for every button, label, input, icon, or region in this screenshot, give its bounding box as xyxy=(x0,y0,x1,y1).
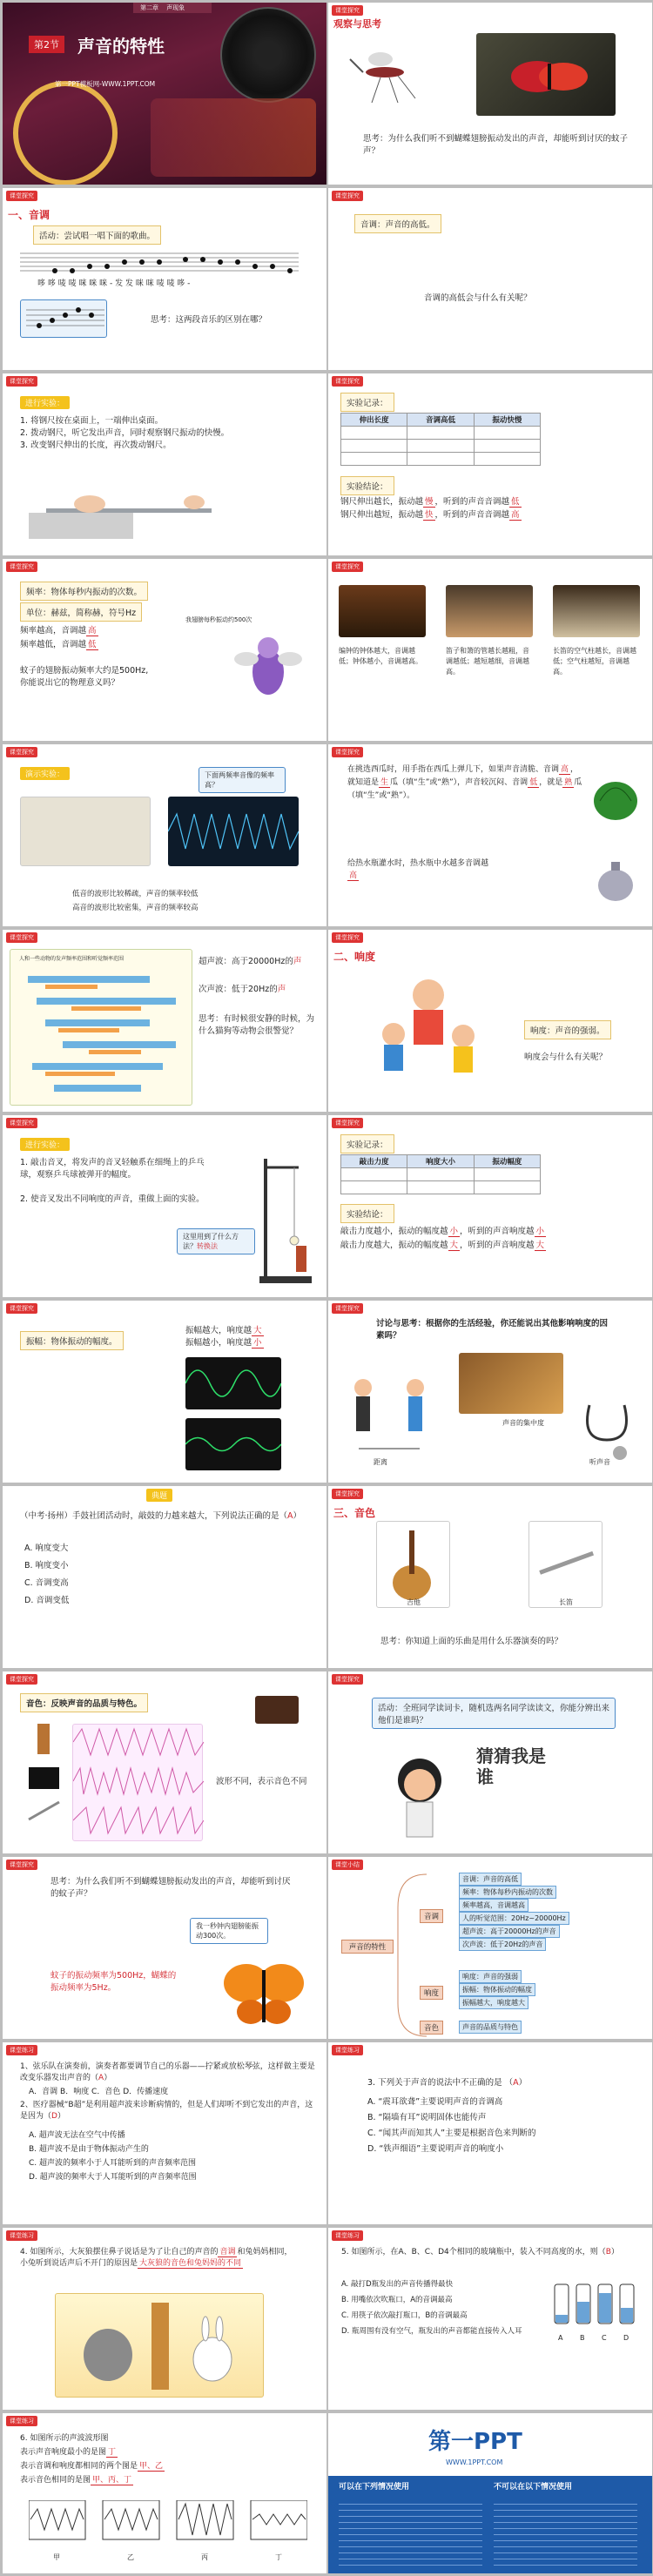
slide-pitch-activity xyxy=(3,188,326,370)
wolf-rabbit-icon xyxy=(56,2294,265,2398)
ex2-option-d: D. 超声波的频率大于人耳能听到的声音频率范围 xyxy=(29,2173,197,2182)
ruler-table-illustration xyxy=(29,469,220,548)
label-distance: 距离 xyxy=(374,1458,387,1466)
fork-step-2: 2. 使音叉发出不同响度的声音，重做上面的实验。 xyxy=(20,1194,205,1204)
slide-guess-who xyxy=(328,1671,652,1853)
slide-exercise-3 xyxy=(328,2042,652,2224)
branch-pitch: 音调 xyxy=(420,1909,443,1923)
label-horn: 声音的集中度 xyxy=(502,1419,544,1427)
slide-ruler-exp xyxy=(3,373,326,555)
waveform-small xyxy=(185,1418,281,1470)
slide-exercise-4 xyxy=(3,2228,326,2410)
two-people-icon xyxy=(341,1366,437,1462)
large-wave-icon xyxy=(185,1357,281,1409)
activity-box: 活动：尝试唱一唱下面的歌曲。 xyxy=(33,225,161,245)
col-pitch: 音调高低 xyxy=(407,414,474,427)
animal-question: 思考：有时候很安静的时候，为什么猫狗等动物会很警觉？ xyxy=(199,1014,315,1036)
amp-large: 振幅越大，响度越 大 xyxy=(185,1326,262,1335)
ex5-option-d: D. 瓶周围有没有空气，瓶发出的声音都能直接传入人耳 xyxy=(341,2327,522,2336)
exercise-6: 6. 如图所示的声波波形图 xyxy=(20,2434,109,2443)
butterfly-photo xyxy=(476,33,616,116)
ex6-line-3: 表示音色相同的是图 甲、丙、丁 xyxy=(20,2476,132,2485)
amplitude-def: 振幅：物体振动的幅度。 xyxy=(20,1331,124,1350)
exercise-2: 2、医疗器械“B超”是利用超声波来诊断病情的，但是人们却听不到它发出的声音，这是因为（D） xyxy=(20,2101,313,2121)
cartoon-girl-icon xyxy=(389,1750,450,1846)
watermelon-icon xyxy=(589,766,642,827)
option-c: C. 音调变高 xyxy=(24,1578,69,1588)
music-notes-icon xyxy=(26,303,104,334)
slide-tag: 课堂练习 xyxy=(332,2230,363,2241)
slide-exercise-6 xyxy=(3,2413,326,2573)
flute-photo xyxy=(528,1521,603,1608)
pitch-def-box: 音调：声音的高低。 xyxy=(354,214,441,233)
ex5-option-b: B. 用嘴依次吹瓶口，A的音调最高 xyxy=(341,2296,453,2304)
butterfly-bubble: 我一秒钟内翅膀能振动300次。 xyxy=(190,1918,268,1944)
lyrics: 哆 哆 唛 唛 咪 咪 咪 - 发 发 咪 咪 唛 唛 哆 - xyxy=(37,279,191,288)
record-table xyxy=(340,1154,541,1194)
mosquito-question: 你能说出它的物理意义吗？ xyxy=(20,678,120,688)
slide-tag: 课堂探究 xyxy=(332,1303,363,1314)
slide-tag: 课堂探究 xyxy=(332,191,363,201)
stethoscope-icon xyxy=(572,1396,642,1466)
bottle-label-c: C xyxy=(602,2334,607,2342)
slide-typical-q xyxy=(3,1486,326,1668)
freq-low: 频率越低，音调越 低 xyxy=(20,640,97,649)
slide-hearing-range xyxy=(3,930,326,1112)
bottle-label-a: A xyxy=(558,2334,563,2342)
slide-tag: 课堂探究 xyxy=(332,376,363,387)
caption-guitar: 吉他 xyxy=(407,1598,421,1606)
slide-tag: 课堂探究 xyxy=(6,747,37,757)
mindmap-brace xyxy=(394,1873,428,2038)
ex6-line-2: 表示音调和响度都相同的两个图是 甲、乙 xyxy=(20,2462,164,2471)
conclusion-label: 实验结论： xyxy=(340,1204,394,1223)
record-label: 实验记录： xyxy=(340,393,394,412)
demo-label: 演示实验： xyxy=(20,767,70,780)
wave-caption-yi: 乙 xyxy=(127,2553,134,2561)
slide-demo xyxy=(3,744,326,926)
usage-right-lines xyxy=(494,2499,637,2568)
guitar-body-icon xyxy=(13,81,118,185)
mosquito-bubble: 我翅膀每秒振动约500次 xyxy=(185,616,252,623)
ex5-option-a: A. 敲打D瓶发出的声音传播得最快 xyxy=(341,2280,454,2289)
slide-tag: 课堂探究 xyxy=(6,1303,37,1314)
slide-tag: 课堂探究 xyxy=(332,1674,363,1685)
node-ultrasound: 超声波：高于20000Hz的声音 xyxy=(459,1925,560,1938)
slide-brand xyxy=(328,2413,652,2573)
slide-tag: 课堂探究 xyxy=(6,1674,37,1685)
slide-loudness-def xyxy=(328,930,652,1112)
caption-flute: 长笛 xyxy=(559,1598,573,1606)
branch-loudness: 响度 xyxy=(420,1986,443,2000)
freq-high: 频率越高，音调越 高 xyxy=(20,626,97,636)
slide-pitch-def xyxy=(328,188,652,370)
flute-player-photo xyxy=(446,585,533,637)
section-badge: 第2节 xyxy=(29,36,64,53)
range-bars xyxy=(10,950,193,1106)
ex3-option-c: C. “闻其声而知其人”主要是根据音色来判断的 xyxy=(367,2129,536,2138)
slide-instruments-pitch xyxy=(328,559,652,741)
timbre-note: 波形不同，表示音色不同 xyxy=(216,1777,307,1786)
typical-badge: 典题 xyxy=(146,1489,172,1502)
slide-timbre xyxy=(328,1486,652,1668)
hearing-range-chart xyxy=(10,949,192,1106)
col-loudness: 响度大小 xyxy=(407,1155,474,1168)
cartoon-mosquito-icon xyxy=(229,629,307,724)
branch-timbre: 音色 xyxy=(420,2021,443,2035)
section-title: 一、音调 xyxy=(8,209,50,221)
horn-photo xyxy=(459,1353,563,1414)
usage-left-lines xyxy=(339,2499,482,2568)
tv-icon xyxy=(255,1696,299,1724)
slide-exercise-1-2 xyxy=(3,2042,326,2224)
wave-caption-ding: 丁 xyxy=(275,2553,282,2561)
slide-ruler-record xyxy=(328,373,652,555)
unit-def: 单位：赫兹，简称赫，符号Hz xyxy=(20,602,142,622)
slide-tag: 课堂探究 xyxy=(332,1489,363,1499)
conclusion-2: 钢尺伸出越短，振动越 快 ，听到的声音音调越 高 xyxy=(340,510,520,520)
bottle-label-d: D xyxy=(623,2334,629,2342)
wave-desc-high: 高音的波形比较密集，声音的频率较高 xyxy=(72,904,199,912)
record-table xyxy=(340,413,541,466)
col-length: 伸出长度 xyxy=(341,414,407,427)
discussion-question: 讨论与思考：根据你的生活经验，你还能说出其他影响响度的因素吗？ xyxy=(376,1319,609,1341)
instruments-image xyxy=(151,98,316,177)
step-2: 2. 拨动钢尺，听它发出声音，同时观察钢尺振动的快慢。 xyxy=(20,428,230,438)
node-pitch-def: 音调：声音的高低 xyxy=(459,1873,522,1886)
fork-step-1: 1. 敲击音叉，将发声的音叉轻触系在细绳上的乒乓球，观察乒乓球被弹开的幅度。 xyxy=(20,1158,205,1180)
loudness-def-box: 响度：声音的强弱。 xyxy=(524,1020,611,1039)
music-staff-1 xyxy=(20,249,299,275)
caption-flute: 笛子和箫的管越长越粗，音调越低；越短越细，音调越高。 xyxy=(446,647,529,676)
slide-tag: 课堂探究 xyxy=(332,562,363,572)
long-flute-photo xyxy=(553,585,640,637)
bells-photo xyxy=(339,585,426,637)
exercise-1-options: A．音调 B．响度 C．音色 D．传播速度 xyxy=(29,2088,169,2096)
ex3-option-b: B. “隔墙有耳”说明固体也能传声 xyxy=(367,2113,487,2122)
wave-diagrams xyxy=(29,2500,307,2548)
activity-box: 活动：全班同学读词卡，随机选两名同学读读文，你能分辨出来他们是谁吗？ xyxy=(372,1698,616,1729)
guitar-photo xyxy=(376,1521,450,1608)
ultrasound: 超声波：高于20000Hz的声 xyxy=(199,957,302,966)
kettle-icon xyxy=(589,849,642,910)
section-title: 三、音色 xyxy=(333,1507,376,1519)
ex3-option-d: D. “铁声细语”主要说明声音的响度小 xyxy=(367,2144,504,2154)
slide-tag: 课堂探究 xyxy=(332,1118,363,1128)
slide-summary xyxy=(328,1857,652,2039)
slide-tag: 课堂练习 xyxy=(6,2045,37,2055)
node-timbre-def: 声音的品质与特色 xyxy=(459,2021,522,2034)
slide-tag: 课堂练习 xyxy=(6,2230,37,2241)
wave-caption-jia: 甲 xyxy=(53,2553,60,2561)
butterfly-icon xyxy=(476,33,616,116)
chapter-bar: 第二章 声现象 xyxy=(133,3,212,13)
conclusion-2: 敲击力度越大，振动的幅度越 大 ，听到的声音响度越 大 xyxy=(340,1241,545,1250)
slide-tuningfork-exp xyxy=(3,1115,326,1297)
option-b: B. 响度变小 xyxy=(24,1561,69,1570)
wave-desc-low: 低音的波形比较稀疏，声音的频率较低 xyxy=(72,890,199,898)
brand-logo: 第一PPT xyxy=(428,2429,522,2455)
typical-question: （中考·扬州）手鼓社团活动时，敲鼓的力越来越大，下列说法正确的是（A） xyxy=(20,1511,302,1521)
amp-small: 振幅越小，响度越 小 xyxy=(185,1338,262,1348)
ex2-option-b: B. 超声波不是由于物体振动产生的 xyxy=(29,2145,149,2154)
heading: 观察与思考 xyxy=(333,18,381,30)
music-staff-2 xyxy=(20,299,107,338)
exercise-3: 3. 下列关于声音的说法中不正确的是 （A） xyxy=(367,2078,528,2088)
caption-long-flute: 长笛的空气柱越长，音调越低；空气柱越短，音调越高。 xyxy=(553,647,636,676)
section-title: 二、响度 xyxy=(333,951,376,963)
guitar-icon xyxy=(377,1522,451,1609)
caption-bells: 编钟的钟体越大，音调越低；钟体越小，音调越高。 xyxy=(339,647,422,665)
exercise-5: 5. 如图所示，在A、B、C、D4个相同的玻璃瓶中，装入不同高度的水，则（B） xyxy=(341,2248,619,2257)
vinyl-record-icon xyxy=(220,7,316,103)
timbre-question: 思考：你知道上面的乐曲是用什么乐器演奏的吗？ xyxy=(380,1637,563,1646)
slide-exercise-5 xyxy=(328,2228,652,2410)
waveform-lines xyxy=(73,1725,204,1842)
node-freq-rule: 频率越高，音调越高 xyxy=(459,1899,528,1912)
slide-title-text: 声音的特性 xyxy=(77,36,165,57)
slide-butterfly-answer xyxy=(3,1857,326,2039)
wave-caption-bing: 丙 xyxy=(201,2553,208,2561)
mosquito-icon xyxy=(346,37,424,107)
ex3-option-a: A. “震耳欲聋”主要说明声音的音调高 xyxy=(367,2097,503,2107)
infrasound: 次声波：低于20Hz的声 xyxy=(199,985,286,994)
frequency-def: 频率：物体每秒内振动的次数。 xyxy=(20,582,148,601)
option-d: D. 音调变低 xyxy=(24,1596,70,1605)
slide-tag: 课堂探究 xyxy=(332,747,363,757)
butterfly-question: 思考：为什么我们听不到蝴蝶翅膀振动发出的声音，却能听到讨厌的蚊子声？ xyxy=(50,1877,291,1899)
conclusion-1: 钢尺伸出越长，振动越 慢 ，听到的声音音调越 低 xyxy=(340,497,520,507)
usage-right-heading: 不可以在以下情况使用 xyxy=(494,2483,573,2492)
node-freq-def: 频率：物体每秒内振动的次数 xyxy=(459,1886,556,1899)
slide-tag: 课堂探究 xyxy=(6,562,37,572)
ex6-line-1: 表示声音响度最小的是图 丁 xyxy=(20,2448,117,2457)
loudness-question: 响度会与什么有关呢？ xyxy=(524,1053,608,1062)
wolf-rabbit-cartoon xyxy=(55,2293,264,2398)
ex2-option-a: A. 超声波无法在空气中传播 xyxy=(29,2131,125,2140)
oscilloscope-screen xyxy=(168,797,299,866)
thermos-text: 给热水瓶灌水时，热水瓶中水越多音调越 高 xyxy=(347,859,489,880)
slide-tag: 课堂小结 xyxy=(332,1860,363,1870)
node-amplitude-def: 振幅：物体振动的幅度 xyxy=(459,1983,535,1996)
node-hearing-range: 人的听觉范围：20Hz~20000Hz xyxy=(459,1912,569,1925)
slide-loudness-record xyxy=(328,1115,652,1297)
exercise-4: 4. 如图所示，大灰狼摆住鼻子说话是为了让自己的声音的 音调 和兔妈妈相同，小兔听到说话声后不开门的原因是 大灰狼的音色和兔妈妈的不同 xyxy=(20,2248,293,2268)
brand-url: WWW.1PPT.COM xyxy=(446,2458,503,2466)
waveform-large xyxy=(185,1357,281,1409)
demo-bubble: 下面两频率音像的频率高？ xyxy=(199,767,286,793)
butterfly-answer: 蚊子的振动频率为500Hz，蝴蝶的振动频率为5Hz。 xyxy=(50,1971,177,1993)
family-cartoon-icon xyxy=(363,965,494,1078)
mindmap-root: 声音的特性 xyxy=(341,1940,394,1954)
slide-tag: 课堂探究 xyxy=(6,376,37,387)
ex2-option-c: C. 超声波的频率小于人耳能听到的声音频率范围 xyxy=(29,2159,197,2168)
slide-title xyxy=(3,3,326,185)
mosquito-freq: 蚊子的翅膀振动频率大约是500Hz, xyxy=(20,666,149,676)
record-label: 实验记录： xyxy=(340,1134,394,1153)
pitch-question: 音调的高低会与什么有关呢？ xyxy=(424,293,532,303)
brand-info-panel xyxy=(328,2476,652,2573)
small-wave-icon xyxy=(185,1418,281,1470)
slide-tag: 课堂探究 xyxy=(6,191,37,201)
guess-text: 猜猜我是谁 xyxy=(476,1745,546,1787)
orange-butterfly-icon xyxy=(220,1953,307,2031)
usage-left-heading: 可以在下列情况使用 xyxy=(339,2483,410,2492)
tuning-fork-stand-icon xyxy=(251,1150,320,1289)
chart-title: 人和一些动物的发声频率范围和听觉频率范围 xyxy=(19,956,125,962)
col-amplitude: 振动幅度 xyxy=(474,1155,540,1168)
label-stethoscope: 听声音 xyxy=(589,1458,610,1466)
experiment-label: 进行实验： xyxy=(20,396,70,409)
observe-question: 思考：为什么我们听不到蝴蝶翅膀振动发出的声音，却能听到讨厌的蚊子声？ xyxy=(363,134,629,156)
col-speed: 振动快慢 xyxy=(474,414,540,427)
option-a: A. 响度变大 xyxy=(24,1544,69,1553)
conclusion-label: 实验结论： xyxy=(340,476,394,495)
exercise-1: 1、弦乐队在演奏前，演奏者都要调节自己的乐器——拧紧或放松琴弦，这样做主要是改变乐器发出声音的（A） xyxy=(20,2062,315,2082)
slide-tag: 课堂探究 xyxy=(332,932,363,943)
node-amplitude-rule: 振幅越大，响度越大 xyxy=(459,1996,528,2009)
oscilloscope-device xyxy=(20,797,151,866)
step-3: 3. 改变钢尺伸出的长度，再次拨动钢尺。 xyxy=(20,441,172,450)
slide-amplitude xyxy=(3,1301,326,1483)
conclusion-1: 敲击力度越小，振动的幅度越 小 ，听到的声音响度越 小 xyxy=(340,1227,545,1236)
node-loudness-def: 响度：声音的强弱 xyxy=(459,1970,522,1983)
slide-watermelon xyxy=(328,744,652,926)
node-infrasound: 次声波：低于20Hz的声音 xyxy=(459,1938,546,1951)
slide-tag: 课堂探究 xyxy=(6,1860,37,1870)
think-question: 思考：这两段音乐的区别在哪？ xyxy=(151,315,267,325)
slide-tag: 课堂探究 xyxy=(332,5,363,16)
glass-bottles-icon xyxy=(550,2271,646,2332)
ex5-option-c: C. 用筷子依次敲打瓶口，B的音调最高 xyxy=(341,2311,468,2320)
bottle-label-b: B xyxy=(580,2334,585,2342)
slide-loudness-factors xyxy=(328,1301,652,1483)
instruments-icons xyxy=(24,1724,64,1837)
watermelon-text: 在挑选西瓜时，用手指在西瓜上弹几下，如果声音清脆、音调 高 ，就知道是 生 瓜（填“生”或“熟”），声音较沉闷、音调 低 ，就是 熟 瓜（填“生”或“熟”）。 xyxy=(347,765,582,800)
timbre-def: 音色：反映声音的品质与特色。 xyxy=(20,1693,148,1712)
slide-tag: 课堂探究 xyxy=(6,932,37,943)
step-1: 1. 将钢尺按在桌面上，一端伸出桌面。 xyxy=(20,416,164,426)
slide-frequency xyxy=(3,559,326,741)
method-bubble: 这里用到了什么方法？转换法 xyxy=(177,1228,255,1254)
timbre-waveforms xyxy=(72,1724,203,1841)
experiment-label: 进行实验： xyxy=(20,1138,70,1151)
slide-timbre-def xyxy=(3,1671,326,1853)
col-force: 敲击力度 xyxy=(341,1155,407,1168)
slide-tag: 课堂探究 xyxy=(6,1118,37,1128)
slide-observe xyxy=(328,3,652,185)
flute-icon xyxy=(529,1522,603,1609)
slide-tag: 课堂练习 xyxy=(6,2416,37,2426)
site-url: 第一PPT模板网-WWW.1PPT.COM xyxy=(55,80,156,88)
waveform-plot xyxy=(168,797,299,866)
slide-tag: 课堂练习 xyxy=(332,2045,363,2055)
